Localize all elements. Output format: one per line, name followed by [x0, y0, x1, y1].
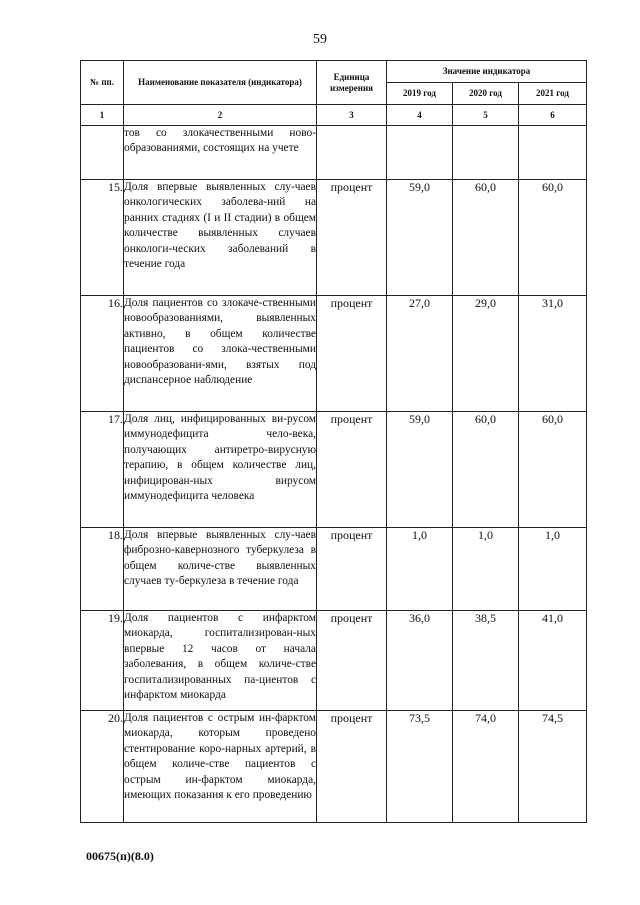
header-year-2020: 2020 год [453, 83, 519, 105]
value-2020: 74,0 [453, 711, 519, 823]
column-number: 2 [124, 105, 317, 126]
unit-cell: процент [317, 412, 387, 528]
value-2021: 74,5 [519, 711, 587, 823]
value-2020: 1,0 [453, 528, 519, 611]
row-number: 19. [81, 611, 124, 711]
header-unit: Единица измерения [317, 61, 387, 105]
unit-cell: процент [317, 296, 387, 412]
value-2020: 29,0 [453, 296, 519, 412]
indicator-name: Доля впервые выявленных слу-чаев онкологических заболева-ний на ранних стадиях (I и II стадии) в общем количестве выявленных случаев онкологи-ческих заболеваний в течение года [124, 180, 317, 296]
value-2020: 60,0 [453, 412, 519, 528]
row-number: 20. [81, 711, 124, 823]
table-row [81, 711, 587, 823]
unit-cell: процент [317, 180, 387, 296]
value-2019: 59,0 [387, 180, 453, 296]
page-number: 59 [313, 32, 327, 47]
value-2019: 27,0 [387, 296, 453, 412]
unit-cell: процент [317, 711, 387, 823]
value-2021: 31,0 [519, 296, 587, 412]
header-value-group: Значение индикатора [387, 61, 587, 83]
header-num: № пп. [81, 61, 124, 105]
value-2020: 38,5 [453, 611, 519, 711]
value-2019: 73,5 [387, 711, 453, 823]
header-year-2019: 2019 год [387, 83, 453, 105]
header-name: Наименование показателя (индикатора) [124, 61, 317, 105]
value-2021: 41,0 [519, 611, 587, 711]
column-number: 3 [317, 105, 387, 126]
table-row [81, 611, 587, 711]
table-row [81, 180, 587, 296]
unit-cell: процент [317, 611, 387, 711]
table-row [81, 296, 587, 412]
row-number: 16. [81, 296, 124, 412]
indicator-name: Доля лиц, инфицированных ви-русом иммунодефицита чело-века, получающих антиретро-вирусную терапию, в общем количестве лиц, инфицирован-ных вирусом иммунодефицита человека [124, 412, 317, 528]
table-row [81, 412, 587, 528]
value-2020 [453, 126, 519, 180]
table-row [81, 126, 587, 180]
row-number: 15. [81, 180, 124, 296]
value-2019 [387, 126, 453, 180]
table-row [81, 528, 587, 611]
indicator-name: Доля пациентов с инфарктом миокарда, госпитализирован-ных впервые 12 часов от начала заболевания, в общем количе-стве госпитализированных па-циентов с инфарктом миокарда [124, 611, 317, 711]
column-number: 1 [81, 105, 124, 126]
value-2019: 36,0 [387, 611, 453, 711]
value-2021 [519, 126, 587, 180]
unit-cell: процент [317, 528, 387, 611]
value-2021: 60,0 [519, 412, 587, 528]
value-2019: 1,0 [387, 528, 453, 611]
value-2021: 1,0 [519, 528, 587, 611]
indicator-name: Доля впервые выявленных слу-чаев фиброзно-кавернозного туберкулеза в общем количе-стве выявленных случаев ту-беркулеза в течение года [124, 528, 317, 611]
indicator-name: тов со злокачественными ново-образованиями, состоящих на учете [124, 126, 317, 180]
value-2019: 59,0 [387, 412, 453, 528]
column-number: 4 [387, 105, 453, 126]
column-number: 5 [453, 105, 519, 126]
indicator-name: Доля пациентов с острым ин-фарктом миокарда, которым проведено стентирование коро-нарных артерий, в общем количе-стве пациентов с острым ин-фарктом миокарда, имеющих показания к его проведению [124, 711, 317, 823]
value-2021: 60,0 [519, 180, 587, 296]
value-2020: 60,0 [453, 180, 519, 296]
document-code: 00675(п)(8.0) [86, 849, 154, 863]
indicator-table [80, 60, 587, 823]
indicator-name: Доля пациентов со злокаче-ственными новообразованиями, выявленных активно, в общем количестве пациентов со злока-чественными новообразовани-ями, взятых под диспансерное наблюдение [124, 296, 317, 412]
column-number: 6 [519, 105, 587, 126]
header-year-2021: 2021 год [519, 83, 587, 105]
row-number: 18. [81, 528, 124, 611]
row-number [81, 126, 124, 180]
unit-cell [317, 126, 387, 180]
row-number: 17. [81, 412, 124, 528]
